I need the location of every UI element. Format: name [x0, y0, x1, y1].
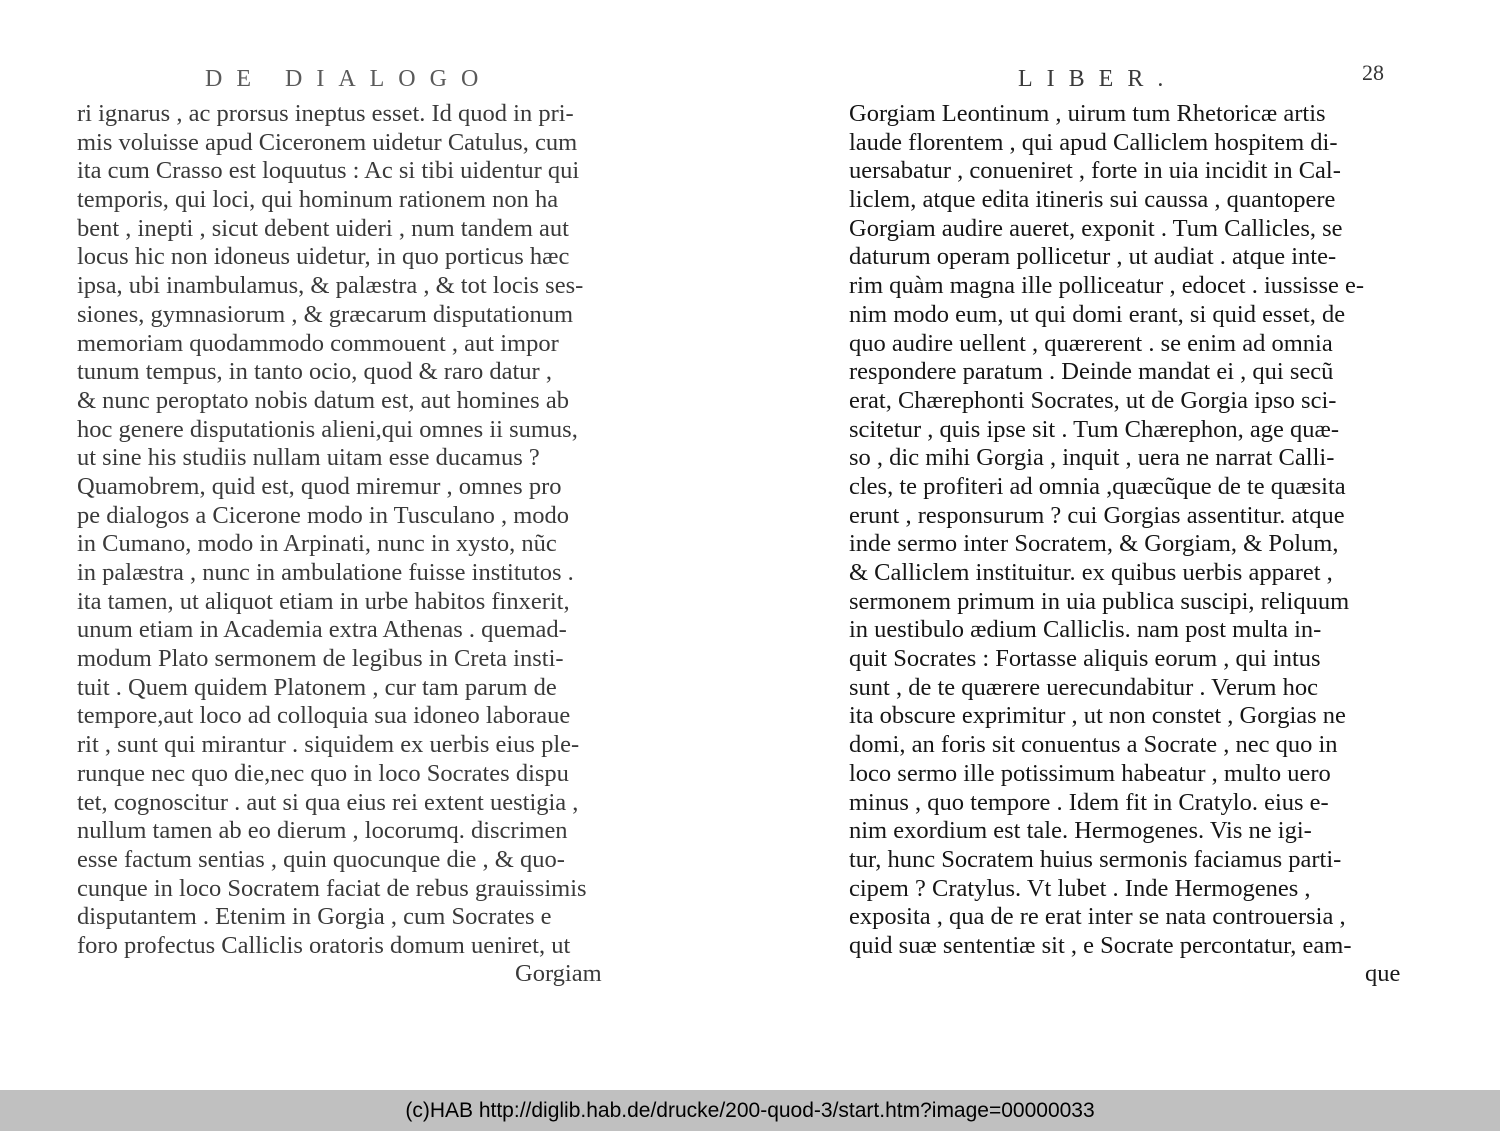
text-line: so , dic mihi Gorgia , inquit , uera ne narrat Calli- — [849, 444, 1335, 472]
text-line: in Cumano, modo in Arpinati, nunc in xysto, nũc — [77, 530, 557, 558]
text-line: domi, an foris sit conuentus a Socrate , nec quo in — [849, 731, 1338, 759]
left-text-block — [77, 100, 587, 961]
text-line: bent , inepti , sicut debent uideri , num tandem aut — [77, 214, 569, 242]
text-line: exposita , qua de re erat inter se nata controuersia , — [849, 903, 1346, 931]
text-line: scitetur , quis ipse sit . Tum Chærephon, age quæ- — [849, 415, 1339, 443]
text-line: erunt , responsurum ? cui Gorgias assentitur. atque — [849, 501, 1345, 529]
copyright-footer: (c)HAB http://diglib.hab.de/drucke/200-quod-3/start.htm?image=00000033 — [0, 1090, 1500, 1131]
right-text-block — [849, 100, 1364, 961]
text-line: unum etiam in Academia extra Athenas . quemad- — [77, 616, 567, 644]
text-line: pe dialogos a Cicerone modo in Tusculano , modo — [77, 501, 569, 529]
text-line: & Calliclem instituitur. ex quibus uerbis apparet , — [849, 559, 1333, 586]
text-line: & nunc peroptato nobis datum est, aut homines ab — [77, 386, 569, 414]
text-line: Quamobrem, quid est, quod miremur , omnes pro — [77, 472, 562, 500]
right-page — [750, 0, 1500, 1090]
text-line: in palæstra , nunc in ambulatione fuisse institutos . — [77, 559, 574, 586]
text-line: in uestibulo ædium Calliclis. nam post multa in- — [849, 616, 1322, 644]
right-catchword: que — [1365, 960, 1401, 987]
text-line: respondere paratum . Deinde mandat ei , qui secũ — [849, 358, 1334, 386]
text-line: sunt , de te quærere uerecundabitur . Verum hoc — [849, 673, 1318, 701]
text-line: tet, cognoscitur . aut si qua eius rei extent uestigia , — [77, 788, 579, 816]
text-line: ut sine his studiis nullam uitam esse ducamus ? — [77, 444, 540, 472]
text-line: quit Socrates : Fortasse aliquis eorum , qui intus — [849, 645, 1321, 673]
page-number: 28 — [1362, 60, 1384, 85]
text-line: temporis, qui loci, qui hominum rationem non ha — [77, 186, 559, 214]
text-line: tempore,aut loco ad colloquia sua idoneo laboraue — [77, 702, 571, 730]
text-line: quid suæ sententiæ sit , e Socrate percontatur, eam- — [849, 931, 1352, 959]
text-line: nullum tamen ab eo dierum , locorumq. discrimen — [77, 817, 568, 845]
text-line: locus hic non idoneus uidetur, in quo porticus hæc — [77, 243, 570, 271]
text-line: Gorgiam Leontinum , uirum tum Rhetoricæ artis — [849, 100, 1326, 127]
text-line: uersabatur , conueniret , forte in uia incidit in Cal- — [849, 157, 1341, 185]
text-line: liclem, atque edita itineris sui caussa , quantopere — [849, 186, 1336, 214]
text-line: cunque in loco Socratem faciat de rebus grauissimis — [77, 874, 587, 902]
text-line: ita obscure exprimitur , ut non constet , Gorgias ne — [849, 702, 1346, 730]
text-line: nim exordium est tale. Hermogenes. Vis ne igi- — [849, 817, 1312, 845]
text-line: tunum tempus, in tanto ocio, quod & raro datur , — [77, 358, 552, 386]
text-line: rit , sunt qui mirantur . siquidem ex uerbis eius ple- — [77, 731, 580, 759]
text-line: rim quàm magna ille polliceatur , edocet . iussisse e- — [849, 272, 1365, 300]
text-line: ipsa, ubi inambulamus, & palæstra , & tot locis ses- — [77, 272, 584, 300]
right-running-head: LIBER. — [1018, 66, 1178, 92]
text-line: ri ignarus , ac prorsus ineptus esset. Id quod in pri- — [77, 100, 574, 127]
left-running-head: DE DIALOGO — [205, 66, 493, 92]
text-line: Gorgiam audire aueret, exponit . Tum Callicles, se — [849, 214, 1343, 242]
text-line: erat, Chærephonti Socrates, ut de Gorgia ipso sci- — [849, 386, 1337, 414]
text-line: modum Plato sermonem de legibus in Creta insti- — [77, 645, 564, 673]
text-line: minus , quo tempore . Idem fit in Cratylo. eius e- — [849, 788, 1329, 816]
text-line: siones, gymnasiorum , & græcarum disputationum — [77, 300, 574, 328]
text-line: daturum operam pollicetur , ut audiat . atque inte- — [849, 243, 1337, 271]
text-line: quo audire uellent , quærerent . se enim ad omnia — [849, 329, 1333, 357]
text-line: inde sermo inter Socratem, & Gorgiam, & Polum, — [849, 530, 1339, 558]
text-line: ita tamen, ut aliquot etiam in urbe habitos finxerit, — [77, 587, 570, 615]
text-line: foro profectus Calliclis oratoris domum ueniret, ut — [77, 931, 571, 959]
text-line: tur, hunc Socratem huius sermonis faciamus parti- — [849, 845, 1342, 873]
text-line: esse factum sentias , quin quocunque die , & quo- — [77, 845, 565, 873]
left-page — [0, 0, 750, 1090]
left-catchword: Gorgiam — [515, 960, 602, 987]
text-line: tuit . Quem quidem Platonem , cur tam parum de — [77, 673, 557, 701]
text-line: memoriam quodammodo commouent , aut impor — [77, 329, 559, 357]
text-line: ita cum Crasso est loquutus : Ac si tibi uidentur qui — [77, 157, 580, 185]
text-line: hoc genere disputationis alieni,qui omnes ii sumus, — [77, 415, 578, 443]
text-line: disputantem . Etenim in Gorgia , cum Socrates e — [77, 903, 552, 931]
text-line: runque nec quo die,nec quo in loco Socrates dispu — [77, 759, 569, 787]
text-line: loco sermo ille potissimum habeatur , multo uero — [849, 759, 1331, 787]
text-line: sermonem primum in uia publica suscipi, reliquum — [849, 587, 1350, 615]
text-line: mis voluisse apud Ciceronem uidetur Catulus, cum — [77, 128, 578, 156]
text-line: nim modo eum, ut qui domi erant, si quid esset, de — [849, 300, 1346, 328]
text-line: cles, te profiteri ad omnia ,quæcũque de te quæsita — [849, 472, 1346, 500]
text-line: laude florentem , qui apud Calliclem hospitem di- — [849, 128, 1338, 156]
text-line: cipem ? Cratylus. Vt lubet . Inde Hermogenes , — [849, 874, 1311, 902]
